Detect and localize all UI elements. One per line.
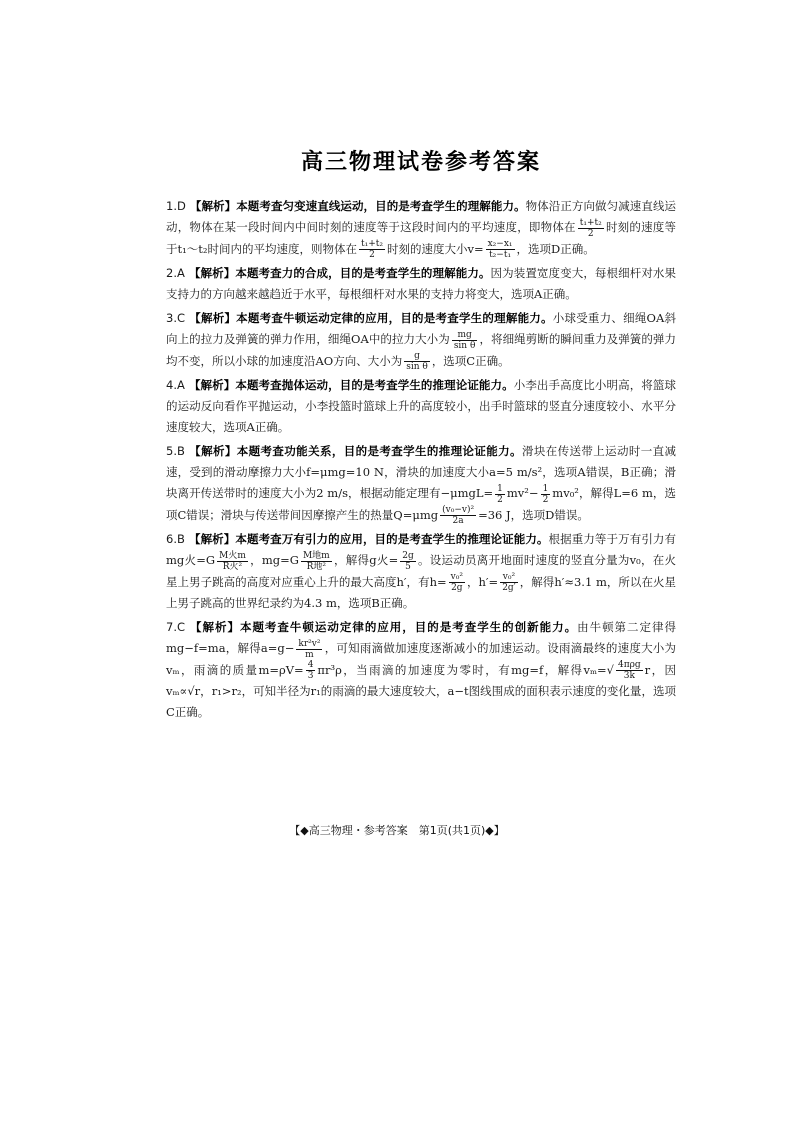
answer-lead: 本题考查抛体运动，目的是考查学生的推理论证能力。 — [235, 378, 514, 392]
fraction — [449, 572, 465, 593]
fraction — [404, 351, 430, 372]
fraction — [500, 572, 518, 593]
fraction-denominator: sin θ — [406, 362, 428, 372]
fraction-numerator: x₂−x₁ — [487, 239, 513, 249]
fraction — [495, 484, 505, 505]
fraction-denominator: 2a — [452, 516, 464, 526]
answer-text: mv₀²，解得L=6 m，选项C错误；滑块与传送带间因摩擦产生的热量Q=μmg — [166, 486, 676, 522]
fraction-numerator: M火m — [219, 550, 246, 561]
answer-text: 时刻的速度大小v= — [386, 241, 484, 256]
answer-text: r，因vₘ∝√r，r₁>r₂，可知半径为r₁的雨滴的最大速度较大，a−t图线围成的面积表示速度的变化量，选项C正确。 — [166, 662, 676, 719]
fraction-numerator: t₁+t₂ — [579, 217, 602, 228]
answer-item-2 — [166, 263, 676, 305]
answer-text: ，mg=G — [249, 553, 299, 567]
fraction — [541, 484, 551, 505]
fraction-denominator: 2 — [587, 228, 594, 239]
answer-text: 时刻的速度等于t₁～t₂时间内的平均速度，则物体在 — [166, 220, 677, 256]
page-content — [166, 145, 676, 726]
fraction — [306, 660, 316, 681]
fraction — [296, 639, 322, 660]
answer-text: ，选项D正确。 — [516, 241, 595, 256]
fraction-numerator: 1 — [497, 483, 503, 494]
answer-item-7 — [166, 617, 676, 723]
answer-text: mv²− — [506, 486, 539, 500]
answer-lead: 本题考查牛顿运动定律的应用，目的是考查学生的创新能力。 — [239, 620, 578, 634]
fraction-denominator: m — [305, 649, 314, 660]
fraction-numerator: v₀² — [500, 572, 518, 583]
fraction-numerator: mg — [452, 330, 478, 341]
answer-text: ，h′= — [466, 574, 499, 589]
answer-text: ，可知雨滴做加速度逐渐减小的加速运动。设雨滴最终的速度大小为vₘ，雨滴的质量m=ρV= — [166, 641, 677, 677]
fraction — [400, 551, 416, 572]
analysis-label: 【解析】 — [188, 266, 236, 280]
fraction — [217, 551, 248, 572]
fraction-denominator: R火² — [222, 561, 243, 572]
fraction-numerator: v₀² — [450, 572, 463, 582]
fraction-numerator: kr²v² — [298, 638, 321, 649]
answer-number: 2.A — [166, 266, 185, 280]
answer-text: 由牛顿第二定律得mg−f=ma，解得a=g− — [166, 620, 677, 655]
page-title: 高三物理试卷参考答案 — [300, 150, 541, 175]
fraction-denominator: 3 — [307, 671, 314, 681]
fraction — [486, 239, 515, 260]
answer-lead: 本题考查力的合成，目的是考查学生的理解能力。 — [235, 266, 491, 280]
fraction-numerator: g — [404, 351, 430, 362]
answer-lead: 本题考查牛顿运动定律的应用，目的是考查学生的理解能力。 — [236, 311, 553, 325]
fraction-numerator: 4 — [307, 660, 314, 670]
answer-lead: 本题考查功能关系，目的是考查学生的推理论证能力。 — [236, 444, 522, 458]
answer-item-6 — [166, 529, 676, 614]
fraction — [440, 505, 476, 526]
fraction-numerator: t₁+t₂ — [360, 239, 383, 249]
analysis-label: 【解析】 — [189, 620, 240, 634]
fraction-denominator: 3k — [623, 671, 635, 681]
answer-text: πr³ρ，当雨滴的加速度为零时，有mg=f，解得vₘ=√ — [317, 662, 614, 677]
answer-lead: 本题考查万有引力的应用，目的是考查学生的推理论证能力。 — [235, 532, 549, 546]
answer-item-4 — [166, 375, 676, 438]
fraction-numerator: M地m — [302, 550, 330, 561]
fraction-denominator: 2 — [497, 494, 503, 505]
fraction-denominator: 2g — [451, 583, 463, 593]
fraction — [301, 551, 332, 572]
fraction-denominator: 5 — [405, 561, 411, 572]
answer-text: 。设运动员离开地面时速度的竖直分量为v₀，在火星上男子跳高的高度对应重心上升的最大高度h′，有h= — [166, 553, 677, 589]
answer-text: ，解得g火= — [333, 553, 399, 567]
analysis-label: 【解析】 — [189, 311, 237, 325]
fraction — [452, 330, 478, 351]
fraction-numerator: (v₀−v)² — [442, 505, 475, 515]
answer-item-1 — [166, 196, 676, 260]
fraction-denominator: 2g′ — [502, 583, 516, 593]
answer-text: ，选项C正确。 — [431, 353, 510, 368]
answer-text: 根据重力等于万有引力有mg火=G — [166, 532, 677, 567]
answer-text: 因为装置宽度变大，每根细杆对水果支持力的方向越来越趋近于水平，每根细杆对水果的支持力将变大，选项A正确。 — [166, 266, 677, 301]
fraction-denominator: sin θ — [453, 340, 476, 351]
answer-text: =36 J，选项D错误。 — [478, 507, 589, 522]
answer-lead: 本题考查匀变速直线运动，目的是考查学生的理解能力。 — [236, 199, 526, 213]
analysis-label: 【解析】 — [188, 532, 236, 546]
answer-number: 1.D — [166, 199, 186, 213]
fraction — [578, 218, 604, 239]
fraction-numerator: 1 — [542, 483, 549, 494]
answer-text: 小球受重力、细绳OA斜向上的拉力及弹簧的弹力作用，细绳OA中的拉力大小为 — [166, 311, 677, 346]
answer-text: ，解得h′≈3.1 m，所以在火星上男子跳高的世界纪录约为4.3 m，选项B正确。 — [166, 574, 677, 610]
fraction-denominator: 2 — [369, 250, 375, 260]
answer-number: 6.B — [166, 532, 185, 546]
answer-item-5 — [166, 441, 676, 526]
fraction-numerator: 2g — [402, 550, 414, 561]
analysis-label: 【解析】 — [188, 444, 237, 458]
page-footer: 【◆高三物理・参考答案 第1页(共1页)◆】 — [289, 824, 505, 837]
analysis-label: 【解析】 — [188, 378, 236, 392]
answer-number: 7.C — [166, 620, 186, 634]
fraction-denominator: t₂−t₁ — [489, 250, 512, 260]
fraction — [359, 239, 385, 260]
answer-text: 滑块在传送带上运动时一直减速，受到的滑动摩擦力大小f=μmg=10 N，滑块的加速度大小a=5 m/s²，选项A错误，B正确；滑块离开传送带时的速度大小为2 m/s，根据动能定理有−μmgL= — [166, 444, 677, 500]
answer-text: ，将细绳剪断的瞬间重力及弹簧的弹力均不变，所以小球的加速度沿AO方向、大小为 — [166, 332, 677, 368]
fraction-denominator: R地² — [306, 561, 327, 572]
analysis-label: 【解析】 — [189, 199, 237, 213]
answer-number: 4.A — [166, 378, 185, 392]
answer-number: 5.B — [166, 444, 185, 458]
fraction — [616, 660, 643, 681]
answer-number: 3.C — [166, 311, 186, 325]
answer-text: 物体沿正方向做匀减速直线运动，物体在某一段时间内中间时刻的速度等于这段时间内的平均速度，即物体在 — [166, 199, 677, 234]
fraction-denominator: 2 — [542, 494, 549, 505]
answer-item-3 — [166, 308, 676, 372]
fraction-numerator: 4πρg — [617, 660, 641, 670]
answer-text: 小李出手高度比小明高，将篮球的运动反向看作平抛运动，小李投篮时篮球上升的高度较小，出手时篮球的竖直分速度较小、水平分速度较大，选项A正确。 — [166, 378, 677, 434]
